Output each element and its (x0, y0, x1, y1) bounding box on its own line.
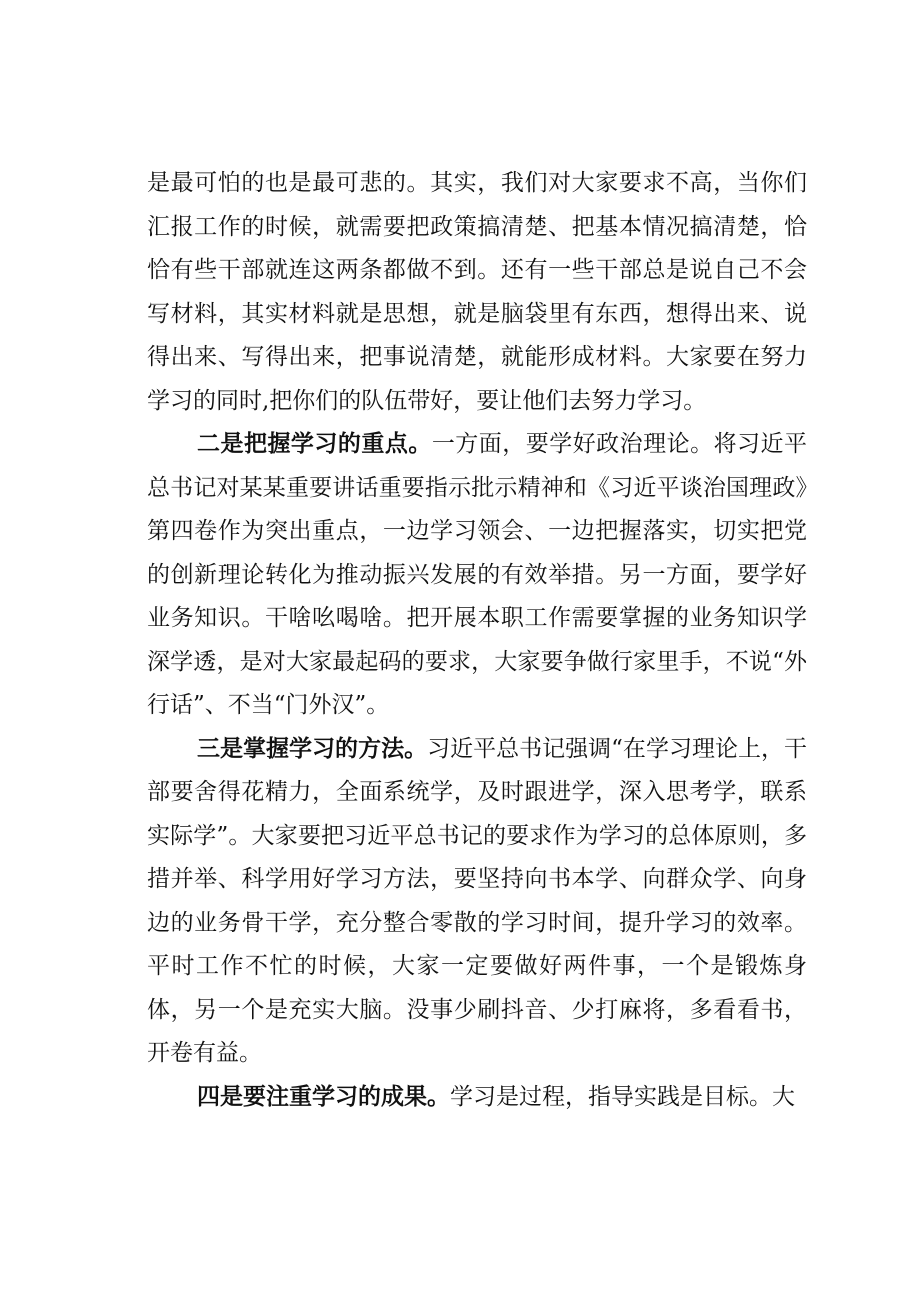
paragraph-heading: 三是掌握学习的方法。 (197, 735, 428, 762)
paragraph-key-points (147, 423, 807, 728)
paragraph-heading: 二是把握学习的重点。 (197, 431, 432, 457)
paragraph-results (147, 1076, 807, 1120)
paragraph-text: 学习是过程，指导实践是目标。大 (450, 1083, 795, 1110)
paragraph-text: 是最可怕的也是最可悲的。其实，我们对大家要求不高，当你们汇报工作的时候，就需要把政策搞清楚、把基本情况搞清楚，恰恰有些干部就连这两条都做不到。还有一些干部总是说自己不会写材料，其实材料就是思想，就是脑袋里有东西，想得出来、说得出来、写得出来，把事说清楚，就能形成材料。大家要在努力学习的同时,把你们的队伍带好，要让他们去努力学习。 (147, 170, 807, 414)
paragraph-continuation (147, 162, 807, 423)
paragraph-heading: 四是要注重学习的成果。 (197, 1083, 450, 1110)
document-body (147, 162, 807, 1119)
paragraph-methods (147, 728, 807, 1076)
paragraph-text: 习近平总书记强调“在学习理论上，干部要舍得花精力，全面系统学，及时跟进学，深入思考学，联系实际学”。大家要把习近平总书记的要求作为学习的总体原则，多措并举、科学用好学习方法，要坚持向书本学、向群众学、向身边的业务骨干学，充分整合零散的学习时间，提升学习的效率。平时工作不忙的时候，大家一定要做好两件事，一个是锻炼身体，另一个是充实大脑。没事少刷抖音、少打麻将，多看看书，开卷有益。 (147, 735, 807, 1066)
paragraph-text: 一方面，要学好政治理论。将习近平总书记对某某重要讲话重要指示批示精神和《习近平谈治国理政》第四卷作为突出重点，一边学习领会、一边把握落实，切实把党的创新理论转化为推动振兴发展的有效举措。另一方面，要学好业务知识。干啥吆喝啥。把开展本职工作需要掌握的业务知识学深学透，是对大家最起码的要求，大家要争做行家里手，不说“外行话”、不当“门外汉”。 (147, 431, 808, 718)
